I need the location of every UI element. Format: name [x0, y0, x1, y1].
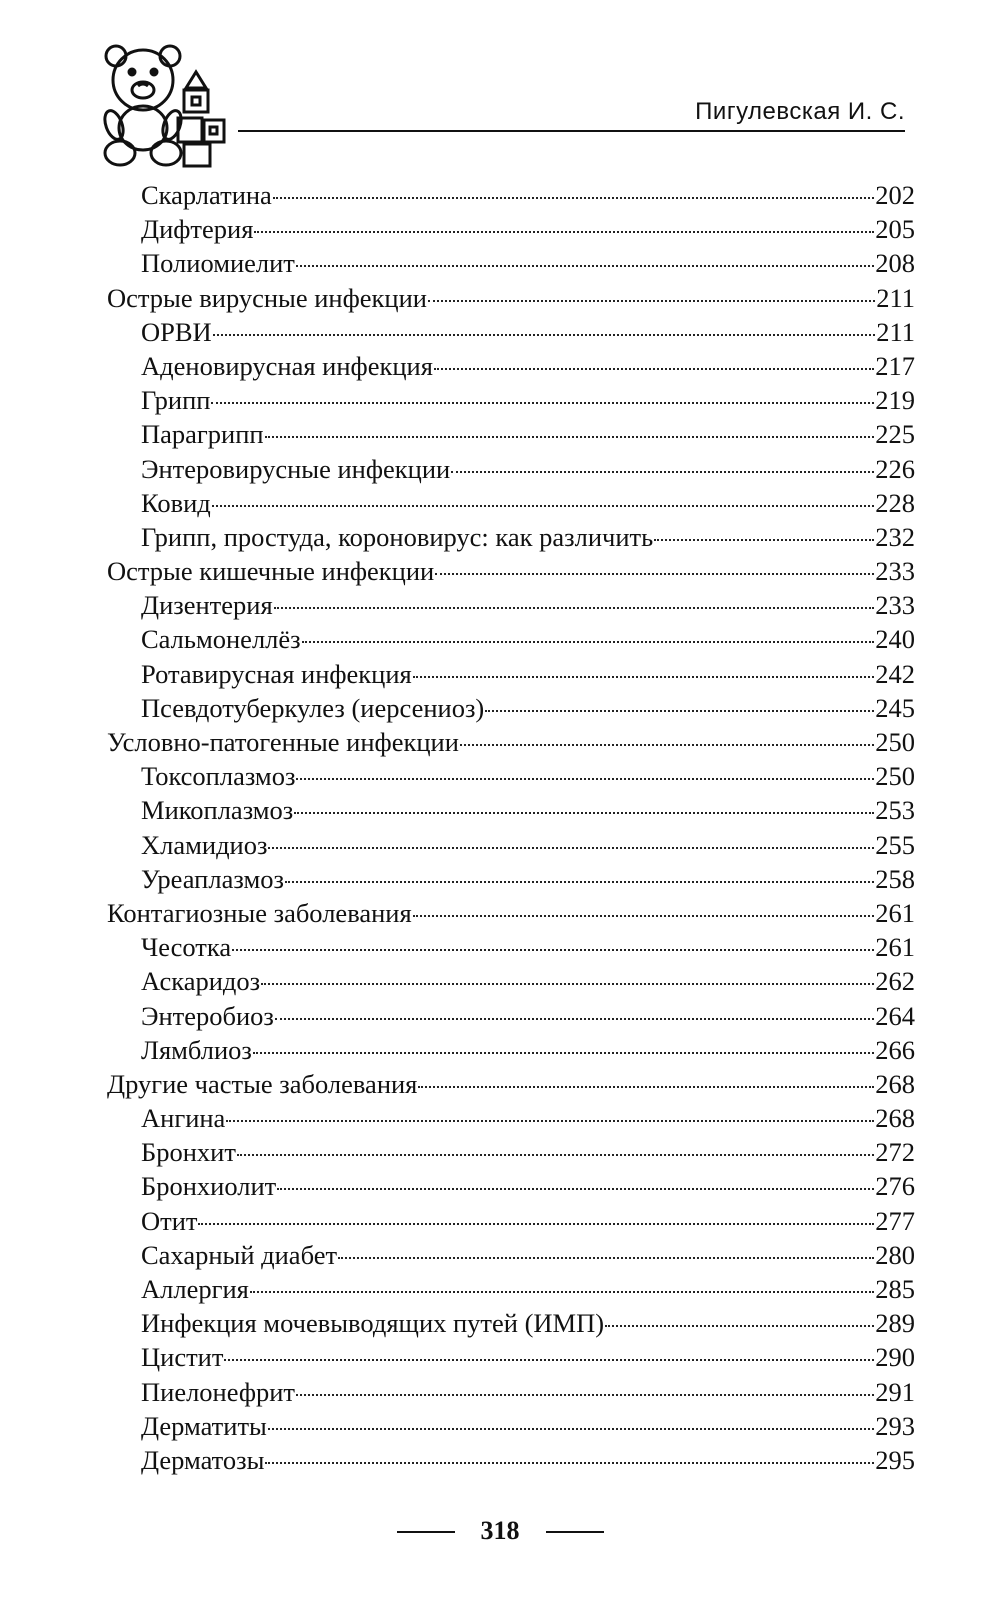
toc-entry-title: Цистит: [141, 1342, 224, 1373]
dot-leader: [418, 1086, 874, 1088]
toc-entry-title: Ангина: [141, 1103, 226, 1134]
toc-entry-page: 261: [875, 932, 915, 963]
table-of-contents: [107, 178, 915, 1477]
toc-entry[interactable]: [107, 930, 915, 964]
toc-section[interactable]: [107, 725, 915, 759]
toc-entry[interactable]: [107, 657, 915, 691]
toc-entry[interactable]: [107, 1101, 915, 1135]
dot-leader: [261, 983, 874, 985]
toc-entry-title: Токсоплазмоз: [141, 761, 296, 792]
dot-leader: [413, 915, 875, 917]
toc-entry-page: 272: [875, 1137, 915, 1168]
toc-entry[interactable]: [107, 349, 915, 383]
dot-leader: [274, 607, 875, 609]
page-number: 318: [480, 1516, 520, 1545]
toc-entry-page: 262: [875, 966, 915, 997]
toc-entry-page: 202: [875, 180, 915, 210]
toc-entry-title: Отит: [141, 1205, 198, 1236]
toc-entry-title: Аденовирусная инфекция: [141, 350, 433, 381]
toc-entry[interactable]: [107, 178, 915, 212]
toc-entry-page: 219: [875, 385, 915, 416]
toc-entry-page: 250: [875, 761, 915, 792]
toc-entry-page: 258: [875, 863, 915, 894]
toc-entry-title: Хламидиоз: [141, 829, 268, 860]
toc-entry-page: 266: [875, 1034, 915, 1065]
toc-entry-page: 268: [875, 1103, 915, 1134]
toc-entry[interactable]: [107, 486, 915, 520]
toc-entry[interactable]: [107, 999, 915, 1033]
toc-section[interactable]: [107, 281, 915, 315]
toc-entry-title: Полиомиелит: [141, 248, 295, 279]
toc-entry-page: 261: [875, 897, 915, 928]
toc-entry-title: Грипп: [141, 385, 211, 416]
toc-entry-page: 245: [875, 692, 915, 723]
toc-entry-title: Аскаридоз: [141, 966, 261, 997]
toc-entry-page: 291: [875, 1376, 915, 1407]
dot-leader: [451, 471, 874, 473]
toc-entry-title: Бронхит: [141, 1137, 236, 1168]
toc-entry[interactable]: [107, 862, 915, 896]
toc-entry-title: Уреаплазмоз: [141, 863, 284, 894]
dot-leader: [275, 1018, 874, 1020]
toc-entry-title: Лямблиоз: [141, 1034, 252, 1065]
dot-leader: [198, 1223, 874, 1225]
toc-entry[interactable]: [107, 793, 915, 827]
toc-entry-page: 253: [875, 795, 915, 826]
toc-entry-page: 228: [875, 487, 915, 518]
toc-entry-title: Микоплазмоз: [141, 795, 294, 826]
dot-leader: [277, 1188, 874, 1190]
toc-entry[interactable]: [107, 1135, 915, 1169]
dot-leader: [265, 1462, 874, 1464]
toc-entry[interactable]: [107, 588, 915, 622]
dot-leader: [296, 778, 874, 780]
toc-entry-title: Дерматиты: [141, 1410, 267, 1441]
dot-leader: [435, 573, 874, 575]
toc-entry-page: 268: [875, 1068, 915, 1099]
toc-entry-page: 285: [875, 1274, 915, 1304]
dot-leader: [654, 539, 874, 541]
toc-entry[interactable]: [107, 1306, 915, 1340]
toc-section[interactable]: [107, 896, 915, 930]
toc-entry-title: Дерматозы: [141, 1444, 265, 1475]
dot-leader: [485, 710, 874, 712]
toc-entry-page: 250: [875, 727, 915, 757]
toc-entry-page: 289: [875, 1308, 915, 1339]
toc-entry-title: Энтеровирусные инфекции: [141, 453, 451, 484]
toc-entry[interactable]: [107, 1204, 915, 1238]
toc-entry[interactable]: [107, 520, 915, 554]
toc-entry-page: 277: [875, 1205, 915, 1236]
dot-leader: [338, 1257, 874, 1259]
toc-entry-page: 293: [875, 1410, 915, 1441]
toc-entry-page: 233: [875, 556, 915, 587]
toc-entry-title: Пиелонефрит: [141, 1376, 296, 1407]
dot-leader: [605, 1325, 874, 1327]
page-footer: [0, 1516, 1000, 1546]
toc-entry-page: 264: [875, 1000, 915, 1031]
dot-leader: [268, 847, 874, 849]
toc-entry[interactable]: [107, 622, 915, 656]
footer-rule-left: [397, 1531, 455, 1533]
toc-entry-page: 211: [876, 316, 915, 347]
toc-section[interactable]: [107, 554, 915, 588]
author-name: Пигулевская И. С.: [695, 98, 905, 125]
toc-entry-title: Энтеробиоз: [141, 1000, 274, 1031]
toc-entry[interactable]: [107, 417, 915, 451]
header-rule: [238, 130, 905, 132]
dot-leader: [273, 197, 874, 199]
toc-entry[interactable]: [107, 1340, 915, 1374]
toc-entry-page: 240: [875, 624, 915, 655]
toc-entry-page: 225: [875, 419, 915, 450]
toc-entry[interactable]: [107, 1238, 915, 1272]
footer-rule-right: [546, 1531, 604, 1533]
toc-entry-title: Условно-патогенные инфекции: [107, 727, 459, 757]
dot-leader: [212, 505, 874, 507]
toc-entry-title: Другие частые заболевания: [107, 1068, 418, 1099]
dot-leader: [428, 300, 875, 302]
toc-entry-title: Парагрипп: [141, 419, 264, 450]
toc-entry-title: Чесотка: [141, 932, 232, 963]
toc-entry[interactable]: [107, 828, 915, 862]
toc-entry[interactable]: [107, 383, 915, 417]
toc-entry-page: 208: [875, 248, 915, 279]
toc-entry[interactable]: [107, 1033, 915, 1067]
dot-leader: [302, 641, 875, 643]
toc-entry-title: Контагиозные заболевания: [107, 897, 412, 928]
toc-entry-title: Инфекция мочевыводящих путей (ИМП): [141, 1308, 605, 1339]
toc-entry[interactable]: [107, 452, 915, 486]
toc-entry-page: 295: [875, 1444, 915, 1475]
toc-entry-page: 276: [875, 1171, 915, 1202]
toc-entry[interactable]: [107, 246, 915, 280]
dot-leader: [268, 1428, 874, 1430]
dot-leader: [224, 1359, 874, 1361]
dot-leader: [250, 1291, 874, 1293]
toc-entry[interactable]: [107, 1272, 915, 1306]
dot-leader: [211, 402, 874, 404]
toc-entry[interactable]: [107, 315, 915, 349]
toc-entry-title: ОРВИ: [141, 316, 212, 347]
toc-section[interactable]: [107, 1067, 915, 1101]
toc-entry-title: Острые кишечные инфекции: [107, 556, 435, 587]
dot-leader: [434, 368, 874, 370]
toc-entry-page: 217: [875, 350, 915, 381]
toc-entry[interactable]: [107, 212, 915, 246]
toc-entry[interactable]: [107, 1375, 915, 1409]
page-header: [0, 0, 1000, 175]
toc-entry[interactable]: [107, 759, 915, 793]
toc-entry-title: Ротавирусная инфекция: [141, 658, 412, 689]
toc-entry-title: Сахарный диабет: [141, 1239, 338, 1270]
dot-leader: [232, 949, 874, 951]
toc-entry-page: 205: [875, 214, 915, 245]
toc-entry-page: 280: [875, 1239, 915, 1270]
toc-entry-page: 290: [875, 1342, 915, 1373]
dot-leader: [253, 1052, 874, 1054]
dot-leader: [226, 1120, 874, 1122]
dot-leader: [296, 1394, 874, 1396]
toc-entry-page: 242: [875, 658, 915, 689]
dot-leader: [294, 812, 874, 814]
toc-entry-title: Псевдотуберкулез (иерсениоз): [141, 692, 485, 723]
dot-leader: [285, 881, 874, 883]
dot-leader: [213, 334, 876, 336]
dot-leader: [460, 744, 874, 746]
toc-entry[interactable]: [107, 1409, 915, 1443]
toc-entry-title: Бронхиолит: [141, 1171, 277, 1202]
toc-entry[interactable]: [107, 964, 915, 998]
toc-entry-title: Грипп, простуда, короновирус: как различить: [141, 521, 654, 552]
toc-entry-title: Дизентерия: [141, 590, 273, 621]
toc-entry-page: 255: [875, 829, 915, 860]
dot-leader: [254, 231, 874, 233]
toc-entry-page: 211: [876, 282, 915, 313]
toc-entry-page: 233: [875, 590, 915, 621]
toc-entry-title: Аллергия: [141, 1274, 249, 1304]
toc-entry[interactable]: [107, 1443, 915, 1477]
toc-entry-page: 226: [875, 453, 915, 484]
toc-entry-title: Ковид: [141, 487, 211, 518]
teddy-bear-blocks-icon: [100, 40, 235, 170]
dot-leader: [237, 1154, 874, 1156]
dot-leader: [265, 436, 875, 438]
dot-leader: [413, 676, 875, 678]
toc-entry[interactable]: [107, 691, 915, 725]
toc-entry[interactable]: [107, 1169, 915, 1203]
toc-entry-title: Дифтерия: [141, 214, 254, 245]
toc-entry-title: Острые вирусные инфекции: [107, 282, 427, 313]
toc-entry-title: Скарлатина: [141, 180, 272, 210]
toc-entry-title: Сальмонеллёз: [141, 624, 301, 655]
dot-leader: [296, 265, 874, 267]
toc-entry-page: 232: [875, 521, 915, 552]
